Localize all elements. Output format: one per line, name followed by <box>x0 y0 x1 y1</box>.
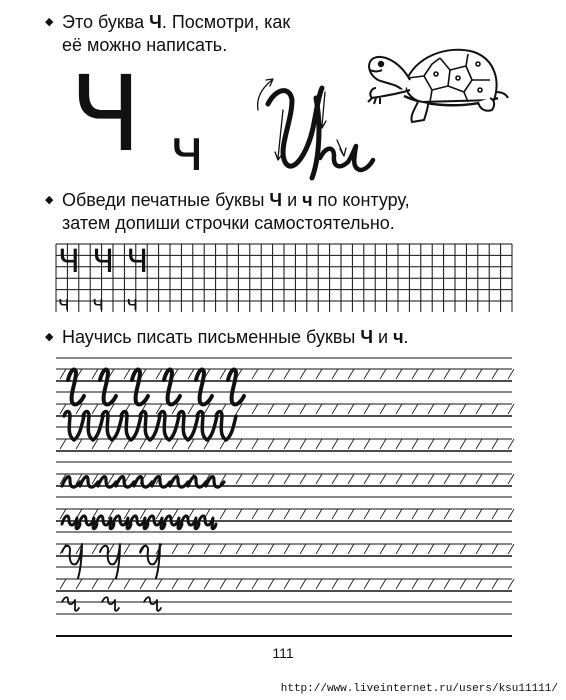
slant-guide <box>252 544 258 554</box>
slant-guide <box>76 439 82 449</box>
slant-guide <box>412 369 418 379</box>
cursive-stroke <box>144 597 161 611</box>
slant-guide <box>380 404 386 414</box>
slant-guide <box>60 439 66 449</box>
slant-guide <box>428 474 434 484</box>
slant-guide <box>156 579 162 589</box>
slant-guide <box>396 369 402 379</box>
slant-guide <box>428 544 434 554</box>
slant-guide <box>316 509 322 519</box>
slant-guide <box>412 439 418 449</box>
slant-guide <box>268 544 274 554</box>
slant-guide <box>348 439 354 449</box>
slant-guide <box>380 544 386 554</box>
slant-guide <box>476 369 482 379</box>
slant-guide <box>412 509 418 519</box>
cursive-model-letters <box>258 79 373 178</box>
bullet-diamond-icon: ◆ <box>45 194 54 206</box>
slant-guide <box>124 369 130 379</box>
slant-guide <box>140 579 146 589</box>
slant-guide <box>508 544 514 554</box>
slant-guide <box>172 544 178 554</box>
slant-guide <box>348 509 354 519</box>
slant-guide <box>252 439 258 449</box>
slant-guide <box>236 509 242 519</box>
slant-guide <box>492 544 498 554</box>
slant-guide <box>284 579 290 589</box>
slant-guide <box>412 474 418 484</box>
slant-guide <box>108 579 114 589</box>
slant-guide <box>284 404 290 414</box>
slant-guide <box>348 544 354 554</box>
slant-guide <box>460 544 466 554</box>
slant-guide <box>300 439 306 449</box>
grid-lowercase-letter: ч <box>58 291 70 315</box>
cursive-stroke <box>147 516 165 529</box>
slant-guide <box>412 404 418 414</box>
cursive-stroke <box>100 370 116 405</box>
slant-guide <box>332 579 338 589</box>
slant-guide <box>508 509 514 519</box>
slant-guide <box>428 509 434 519</box>
slant-guide <box>268 369 274 379</box>
slant-guide <box>316 439 322 449</box>
slant-guide <box>364 579 370 589</box>
slant-guide <box>492 439 498 449</box>
slant-guide <box>492 474 498 484</box>
cursive-stroke <box>130 516 148 529</box>
slant-guide <box>380 369 386 379</box>
slant-guide <box>396 579 402 589</box>
slant-guide <box>204 544 210 554</box>
slant-guide <box>300 579 306 589</box>
cursive-stroke <box>100 544 120 578</box>
slant-guide <box>476 579 482 589</box>
slant-guide <box>156 369 162 379</box>
slant-guide <box>92 579 98 589</box>
slant-guide <box>508 474 514 484</box>
slant-guide <box>204 579 210 589</box>
slant-guide <box>236 579 242 589</box>
slant-guide <box>140 439 146 449</box>
slant-guide <box>396 474 402 484</box>
grid-trace-letters <box>58 242 148 315</box>
slant-guide <box>508 579 514 589</box>
slant-guide <box>284 474 290 484</box>
cursive-stroke <box>62 516 80 529</box>
slant-guide <box>444 369 450 379</box>
grid-uppercase-letter: Ч <box>92 242 115 280</box>
slant-guide <box>364 404 370 414</box>
slant-guide <box>476 509 482 519</box>
slant-guide <box>284 509 290 519</box>
cursive-stroke <box>196 370 212 405</box>
cursive-stroke <box>181 516 199 529</box>
slant-guide <box>444 509 450 519</box>
slant-guide <box>380 579 386 589</box>
slant-guide <box>444 544 450 554</box>
printed-uppercase-letter: Ч <box>70 53 142 175</box>
slant-guide <box>300 404 306 414</box>
slant-guide <box>92 404 98 414</box>
slant-guide <box>460 404 466 414</box>
slant-guide <box>396 544 402 554</box>
slant-guide <box>316 404 322 414</box>
slant-guide <box>364 474 370 484</box>
slant-guide <box>92 369 98 379</box>
slant-guide <box>476 439 482 449</box>
slant-guide <box>332 509 338 519</box>
slant-guide <box>348 579 354 589</box>
slant-guide <box>492 404 498 414</box>
slant-guide <box>348 404 354 414</box>
slant-guide <box>380 509 386 519</box>
cursive-stroke <box>198 516 216 529</box>
slant-guide <box>268 439 274 449</box>
slant-guide <box>252 369 258 379</box>
slant-guide <box>476 544 482 554</box>
instruction-line: Обведи печатные буквы Ч и ч по контуру, <box>62 190 410 210</box>
slant-guide <box>412 544 418 554</box>
slant-guide <box>268 474 274 484</box>
slant-guide <box>188 544 194 554</box>
cursive-stroke <box>102 597 119 611</box>
slant-guide <box>508 404 514 414</box>
cursive-stroke <box>62 597 79 611</box>
slant-guide <box>364 369 370 379</box>
slant-guide <box>300 369 306 379</box>
slant-guide <box>284 439 290 449</box>
slant-guide <box>364 544 370 554</box>
slant-guide <box>220 579 226 589</box>
slant-guide <box>236 544 242 554</box>
slant-guide <box>108 474 114 484</box>
slant-guide <box>316 474 322 484</box>
slant-guide <box>252 474 258 484</box>
cursive-stroke <box>132 370 148 405</box>
slant-guide <box>60 579 66 589</box>
slant-guide <box>316 369 322 379</box>
printed-lowercase-letter: ч <box>170 116 205 184</box>
cursive-exercises <box>62 370 244 611</box>
watermark: http://www.liveinternet.ru/users/ksu11111/ <box>280 683 558 695</box>
slant-guide <box>76 579 82 589</box>
slant-guide <box>492 369 498 379</box>
slant-guide <box>444 579 450 589</box>
slant-guide <box>252 509 258 519</box>
slant-guide <box>348 474 354 484</box>
printed-letter-grid <box>56 244 512 312</box>
slant-guide <box>492 579 498 589</box>
cursive-stroke <box>228 370 244 405</box>
grid-lowercase-letter: ч <box>92 291 105 315</box>
slant-guide <box>444 474 450 484</box>
slant-guide <box>508 439 514 449</box>
slant-guide <box>460 439 466 449</box>
slant-guide <box>444 439 450 449</box>
cursive-stroke <box>68 370 84 405</box>
slant-guide <box>188 579 194 589</box>
turtle-icon <box>368 50 508 122</box>
slant-guide <box>284 369 290 379</box>
slant-guide <box>124 544 130 554</box>
slant-guide <box>268 404 274 414</box>
cursive-stroke <box>164 370 180 405</box>
bullet-diamond-icon: ◆ <box>45 331 54 343</box>
slant-guide <box>460 369 466 379</box>
slant-guide <box>396 404 402 414</box>
slant-guide <box>316 544 322 554</box>
instruction-line: Это буква Ч. Посмотри, как <box>62 12 291 32</box>
slant-guide <box>268 509 274 519</box>
slant-guide <box>460 474 466 484</box>
slant-guide <box>348 369 354 379</box>
instruction-line: затем допиши строчки самостоятельно. <box>62 213 395 233</box>
instruction-line: Научись писать письменные буквы Ч и ч. <box>62 327 409 347</box>
slant-guide <box>332 404 338 414</box>
slant-guide <box>172 439 178 449</box>
slant-guide <box>316 579 322 589</box>
slant-guide <box>252 579 258 589</box>
slant-guide <box>188 404 194 414</box>
slant-guide <box>252 404 258 414</box>
slant-guide <box>412 579 418 589</box>
slant-guide <box>380 439 386 449</box>
page-number: 111 <box>272 645 294 661</box>
slant-guide <box>172 509 178 519</box>
slant-guide <box>300 474 306 484</box>
slant-guide <box>236 474 242 484</box>
slant-guide <box>428 439 434 449</box>
grid-uppercase-letter: Ч <box>58 242 80 280</box>
slant-guide <box>332 439 338 449</box>
slant-guide <box>124 579 130 589</box>
slant-guide <box>444 404 450 414</box>
instruction-line: её можно написать. <box>62 35 228 55</box>
slant-guide <box>380 474 386 484</box>
slant-guide <box>476 474 482 484</box>
cursive-stroke <box>96 516 114 529</box>
slant-guide <box>476 404 482 414</box>
cursive-stroke <box>113 516 131 529</box>
slant-guide <box>364 439 370 449</box>
slant-guide <box>428 579 434 589</box>
grid-uppercase-letter: Ч <box>126 242 149 280</box>
slant-guide <box>460 579 466 589</box>
slant-guide <box>332 369 338 379</box>
grid-lowercase-letter: ч <box>126 291 139 315</box>
slant-guide <box>220 369 226 379</box>
cursive-stroke <box>79 516 97 529</box>
slant-guide <box>188 369 194 379</box>
slant-guide <box>428 404 434 414</box>
slant-guide <box>492 509 498 519</box>
slant-guide <box>92 544 98 554</box>
slant-guide <box>284 544 290 554</box>
slant-guide <box>460 509 466 519</box>
bullet-diamond-icon: ◆ <box>45 16 54 28</box>
slant-guide <box>172 579 178 589</box>
slant-guide <box>396 439 402 449</box>
slant-guide <box>220 509 226 519</box>
slant-guide <box>220 544 226 554</box>
slant-guide <box>60 369 66 379</box>
slant-guide <box>300 509 306 519</box>
slant-guide <box>396 509 402 519</box>
slant-guide <box>508 369 514 379</box>
slant-guide <box>156 439 162 449</box>
slant-guide <box>364 509 370 519</box>
slant-guide <box>268 579 274 589</box>
slant-guide <box>236 439 242 449</box>
slant-guide <box>300 544 306 554</box>
slant-guide <box>332 544 338 554</box>
slant-guide <box>428 369 434 379</box>
slant-guide <box>332 474 338 484</box>
